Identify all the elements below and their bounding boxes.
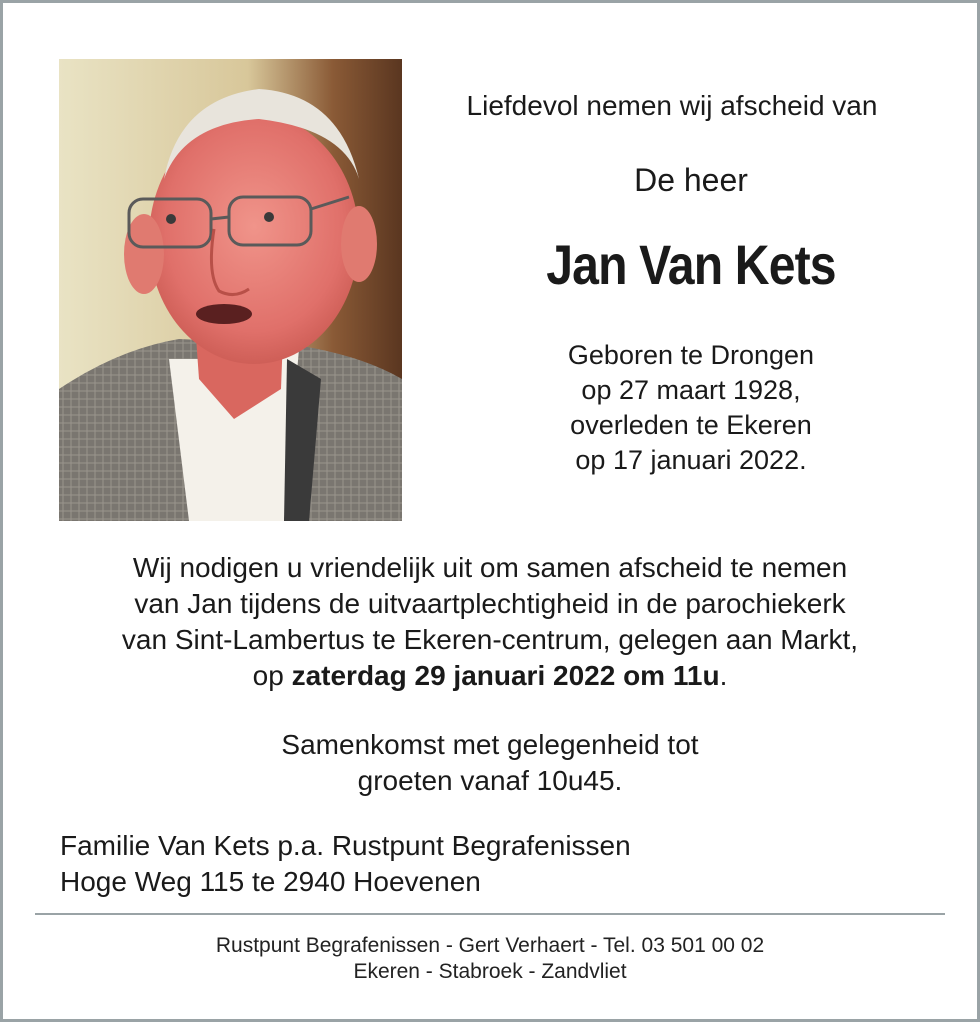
birth-place: Geboren te Drongen — [567, 340, 815, 370]
death-place: overleden te Ekeren — [570, 410, 812, 440]
funeral-invitation — [20, 550, 960, 694]
invitation-date-prefix: op — [252, 660, 292, 691]
footer-line-2: Ekeren - Stabroek - Zandvliet — [353, 960, 627, 983]
portrait-photo — [59, 59, 402, 521]
footer-line-1: Rustpunt Begrafenissen - Gert Verhaert - Tel. 03 501 00 02 — [215, 934, 765, 957]
footer-divider — [35, 913, 945, 915]
condolence-meeting — [0, 727, 980, 799]
family-line-1: Familie Van Kets p.a. Rustpunt Begrafenissen — [60, 830, 631, 861]
birth-date: op 27 maart 1928, — [581, 375, 801, 405]
invitation-line-4 — [20, 658, 960, 694]
meeting-line-1: Samenkomst met gelegenheid tot — [281, 729, 699, 760]
birth-death-details — [402, 338, 980, 478]
honorific: De heer — [634, 162, 748, 198]
family-line-2: Hoge Weg 115 te 2940 Hoevenen — [60, 866, 481, 897]
family-address — [60, 828, 631, 900]
invitation-line-1: Wij nodigen u vriendelijk uit om samen afscheid te nemen — [132, 552, 848, 583]
invitation-line-3: van Sint-Lambertus te Ekeren-centrum, gelegen aan Markt, — [121, 624, 859, 655]
funeral-home-footer — [0, 933, 980, 985]
meeting-line-2: groeten vanaf 10u45. — [357, 765, 623, 796]
death-date: op 17 januari 2022. — [575, 445, 807, 475]
invitation-date-suffix: . — [719, 660, 728, 691]
funeral-date: zaterdag 29 januari 2022 om 11u — [291, 660, 720, 691]
invitation-line-2: van Jan tijdens de uitvaartplechtigheid in de parochiekerk — [134, 588, 846, 619]
deceased-name: Jan Van Kets — [546, 233, 836, 296]
intro-text: Liefdevol nemen wij afscheid van — [466, 90, 878, 121]
